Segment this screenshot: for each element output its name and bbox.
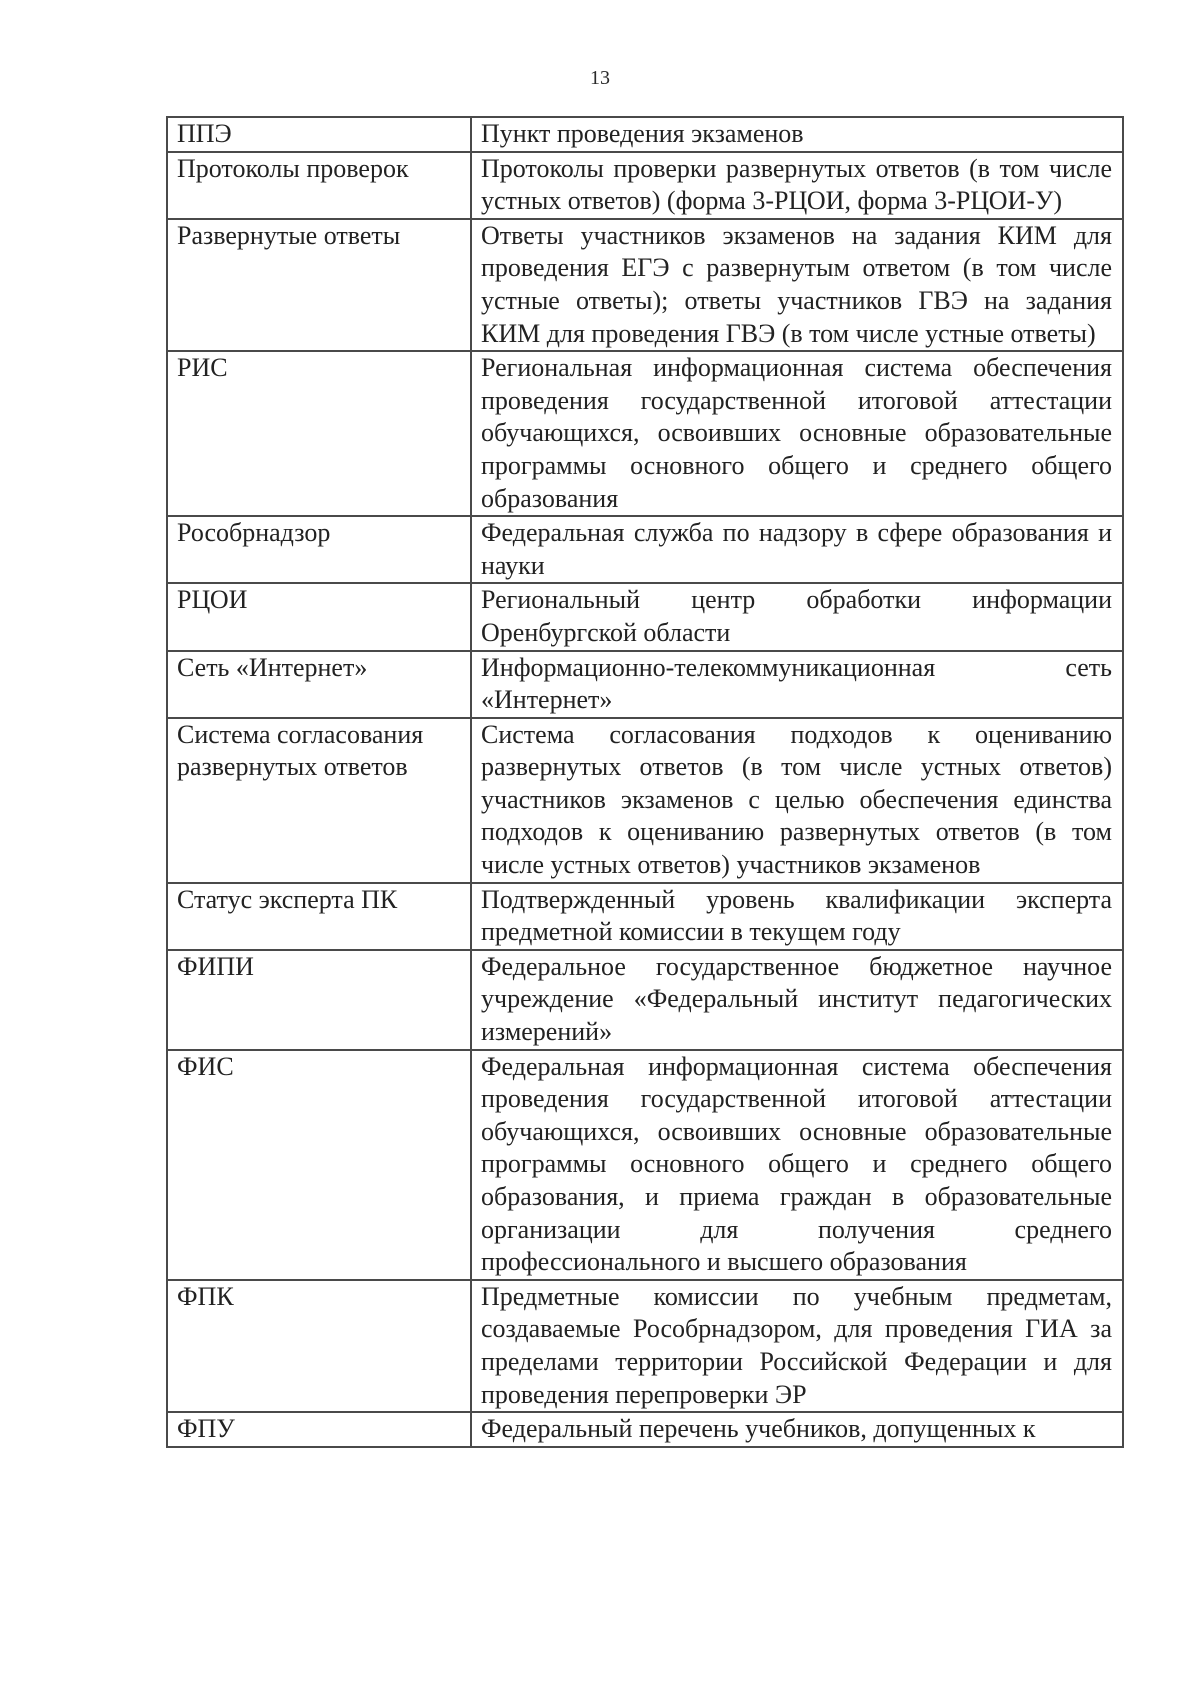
term-cell: РИС — [167, 351, 471, 516]
term-cell: ППЭ — [167, 117, 471, 152]
table-row — [167, 152, 1123, 219]
term-cell: ФИС — [167, 1050, 471, 1280]
abbreviations-table — [166, 116, 1124, 1448]
table-row — [167, 883, 1123, 950]
term-cell: Протоколы проверок — [167, 152, 471, 219]
definition-cell: Информационно-телекоммуникационная сеть «Интернет» — [471, 651, 1123, 718]
definition-cell: Региональный центр обработки информации Оренбургской области — [471, 583, 1123, 650]
term-cell: Статус эксперта ПК — [167, 883, 471, 950]
table-row — [167, 651, 1123, 718]
table-row — [167, 117, 1123, 152]
definition-cell: Федеральный перечень учебников, допущенных к — [471, 1412, 1123, 1447]
definition-cell: Система согласования подходов к оцениванию развернутых ответов (в том числе устных ответов) участников экзаменов с целью обеспечения единства подходов к оцениванию развернутых ответов (в том числе устных ответов) участников экзаменов — [471, 718, 1123, 883]
term-cell: ФПУ — [167, 1412, 471, 1447]
table-row — [167, 1412, 1123, 1447]
table-row — [167, 351, 1123, 516]
definition-cell: Предметные комиссии по учебным предметам, создаваемые Рособрнадзором, для проведения ГИА за пределами территории Российской Федерации и для проведения перепроверки ЭР — [471, 1280, 1123, 1412]
definition-cell: Пункт проведения экзаменов — [471, 117, 1123, 152]
page-number: 13 — [590, 67, 610, 89]
term-cell: Сеть «Интернет» — [167, 651, 471, 718]
table-row — [167, 583, 1123, 650]
definition-cell: Региональная информационная система обеспечения проведения государственной итоговой аттестации обучающихся, освоивших основные образовательные программы основного общего и среднего общего образования — [471, 351, 1123, 516]
table-row — [167, 1280, 1123, 1412]
term-cell: ФПК — [167, 1280, 471, 1412]
term-cell: Рособрнадзор — [167, 516, 471, 583]
table-row — [167, 219, 1123, 351]
definition-cell: Федеральная служба по надзору в сфере образования и науки — [471, 516, 1123, 583]
definition-cell: Федеральная информационная система обеспечения проведения государственной итоговой аттестации обучающихся, освоивших основные образовательные программы основного общего и среднего общего образования, и приема граждан в образовательные организации для получения среднего профессионального и высшего образования — [471, 1050, 1123, 1280]
term-cell: РЦОИ — [167, 583, 471, 650]
definition-cell: Федеральное государственное бюджетное научное учреждение «Федеральный институт педагогических измерений» — [471, 950, 1123, 1050]
definition-cell: Протоколы проверки развернутых ответов (в том числе устных ответов) (форма 3-РЦОИ, форма 3-РЦОИ-У) — [471, 152, 1123, 219]
definition-cell: Подтвержденный уровень квалификации эксперта предметной комиссии в текущем году — [471, 883, 1123, 950]
table-row — [167, 1050, 1123, 1280]
definition-cell: Ответы участников экзаменов на задания КИМ для проведения ЕГЭ с развернутым ответом (в том числе устные ответы); ответы участников ГВЭ на задания КИМ для проведения ГВЭ (в том числе устные ответы) — [471, 219, 1123, 351]
term-cell: ФИПИ — [167, 950, 471, 1050]
term-cell: Развернутые ответы — [167, 219, 471, 351]
table-row — [167, 516, 1123, 583]
term-cell: Система согласования развернутых ответов — [167, 718, 471, 883]
table-row — [167, 718, 1123, 883]
table-row — [167, 950, 1123, 1050]
